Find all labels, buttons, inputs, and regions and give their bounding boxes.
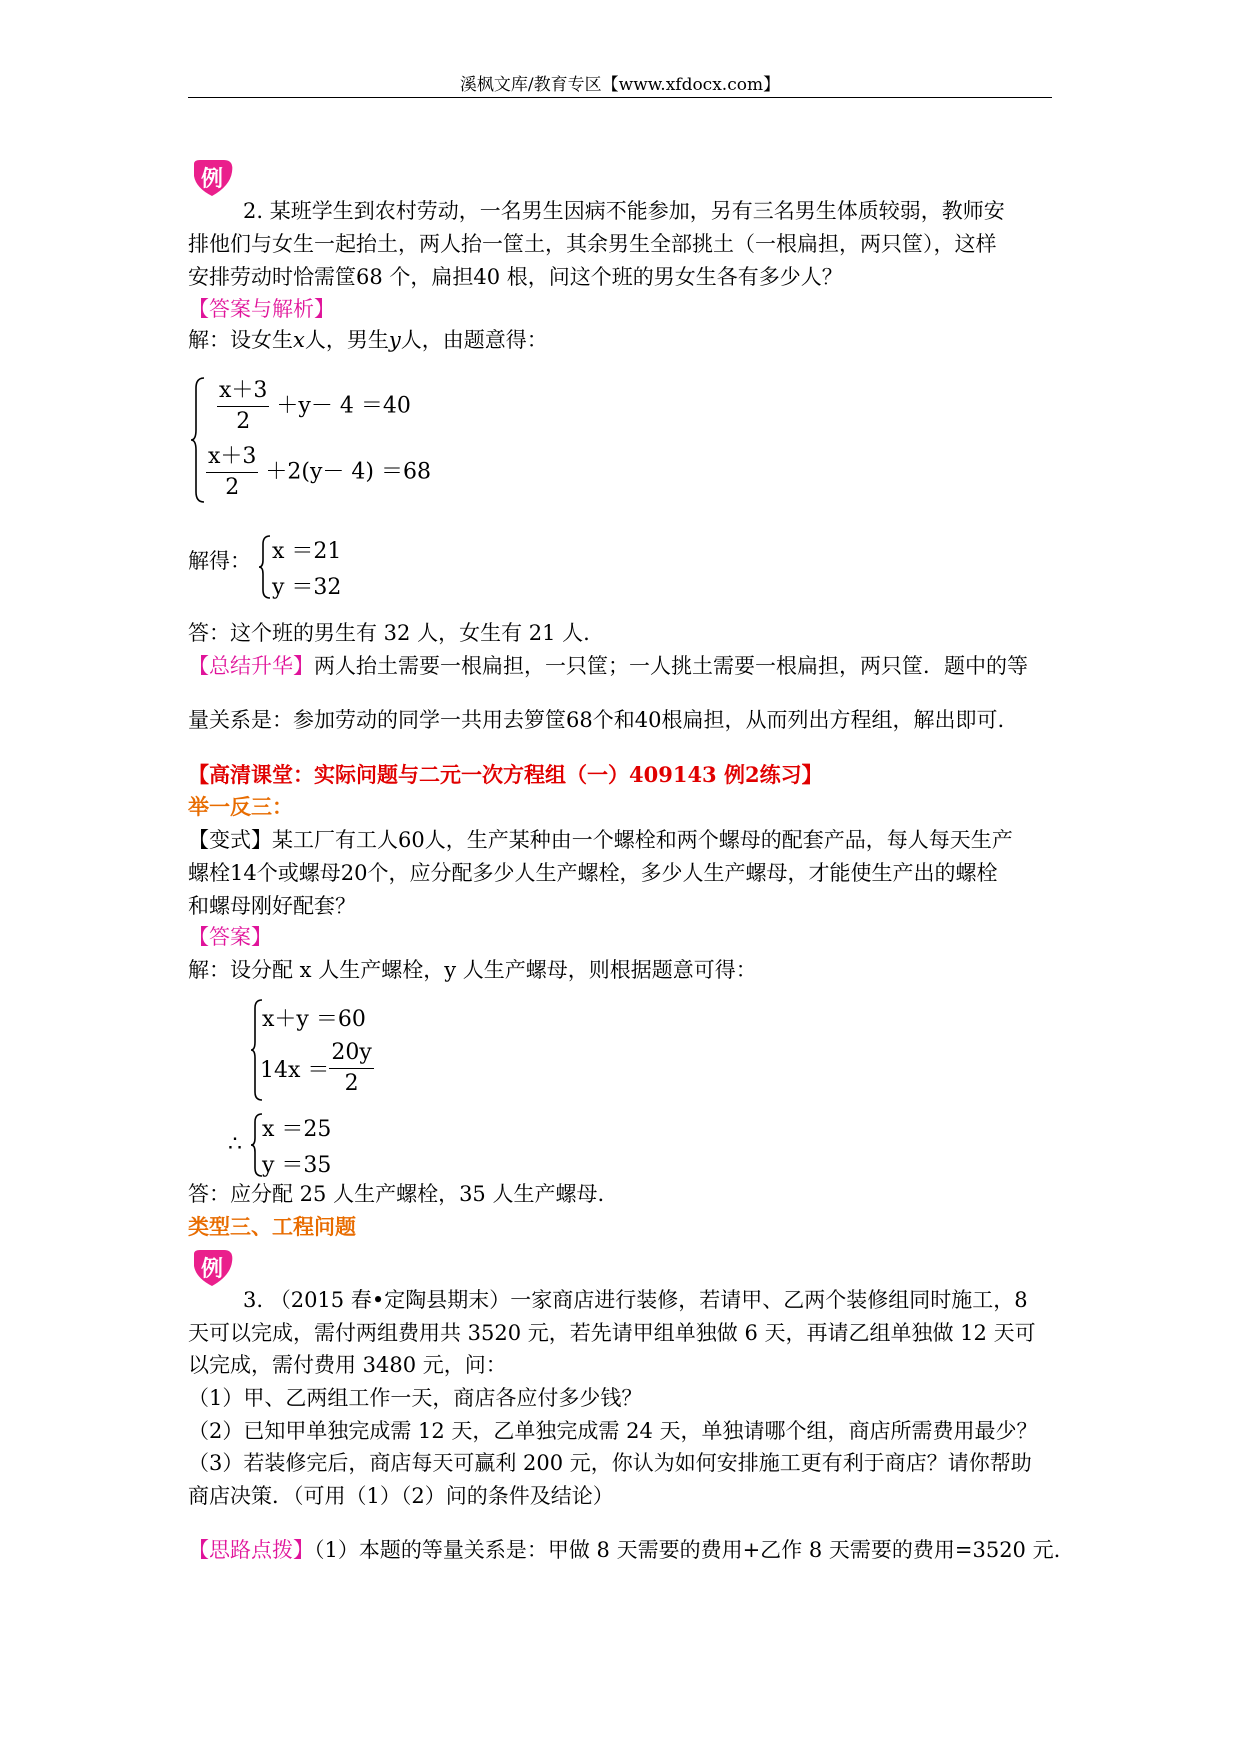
example2-conclusion: 答：这个班的男生有 32 人，女生有 21 人. bbox=[188, 621, 590, 645]
variant-setup: 解：设分配 x 人生产螺栓，y 人生产螺母，则根据题意可得： bbox=[188, 958, 757, 982]
solution-x: x ＝21 bbox=[272, 539, 342, 564]
example2-setup: 解：设女生x人，男生y人，由题意得： bbox=[188, 328, 548, 352]
example3-question3-cont: 商店决策．（可用（1）（2）问的条件及结论） bbox=[188, 1484, 614, 1508]
example2-line2: 排他们与女生一起抬土，两人抬一筐土，其余男生全部挑土（一根扁担，两只筐），这样 bbox=[188, 232, 997, 256]
example-badge-icon bbox=[190, 1248, 236, 1288]
svg-text:例: 例 bbox=[200, 1257, 224, 1282]
variant-line3: 和螺母刚好配套？ bbox=[188, 894, 356, 918]
system-brace bbox=[190, 376, 206, 504]
example3-line1: 3. （2015 春•定陶县期末）一家商店进行装修，若请甲、乙两个装修组同时施工，8 bbox=[243, 1288, 1028, 1312]
svg-text:例: 例 bbox=[200, 167, 224, 192]
example2-line3: 安排劳动时恰需筐68 个，扁担40 根，问这个班的男女生各有多少人？ bbox=[188, 265, 843, 289]
example3-question1: （1）甲、乙两组工作一天，商店各应付多少钱？ bbox=[188, 1386, 643, 1410]
answer-tag: 【答案】 bbox=[188, 925, 272, 949]
practice-title: 举一反三： bbox=[188, 794, 293, 819]
equation-1: $\frac{x+3}{2}$ ＋y－ 4 ＝40 bbox=[219, 378, 411, 434]
answer-analysis-tag: 【答案与解析】 bbox=[188, 297, 335, 321]
solution-y: y ＝32 bbox=[272, 575, 342, 600]
example3-question2: （2）已知甲单独完成需 12 天，乙单独完成需 24 天，单独请哪个组，商店所需费用最少？ bbox=[188, 1419, 1038, 1443]
page-header: 溪枫文库/教育专区【www.xfdocx.com】 bbox=[459, 75, 781, 95]
variant-line2: 螺栓14个或螺母20个，应分配多少人生产螺栓，多少人生产螺母，才能使生产出的螺栓 bbox=[188, 861, 998, 885]
summary-line1: 【总结升华】两人抬土需要一根扁担，一只筐；一人挑土需要一根扁担，两只筐．题中的等 bbox=[188, 654, 1028, 678]
variant-line1: 【变式】某工厂有工人60人，生产某种由一个螺栓和两个螺母的配套产品，每人每天生产 bbox=[188, 828, 1013, 852]
summary-line2: 量关系是：参加劳动的同学一共用去箩筐68个和40根扁担，从而列出方程组，解出即可. bbox=[188, 708, 1005, 732]
variant-equation-1: x＋y ＝60 bbox=[262, 1007, 366, 1032]
equation-2: $\frac{x+3}{2}$ ＋2(y－ 4) ＝68 bbox=[208, 444, 431, 500]
solution-brace bbox=[258, 534, 272, 600]
section3-title: 类型三、工程问题 bbox=[188, 1214, 356, 1239]
therefore-symbol: ∴ bbox=[228, 1132, 242, 1157]
header-rule bbox=[188, 97, 1052, 98]
example-badge-icon bbox=[190, 158, 236, 198]
solve-label: 解得： bbox=[188, 549, 251, 573]
example2-line1: 2. 某班学生到农村劳动，一名男生因病不能参加，另有三名男生体质较弱，教师安 bbox=[243, 199, 1005, 223]
hint-line: 【思路点拨】（1）本题的等量关系是：甲做 8 天需要的费用+乙作 8 天需要的费用=3520 元. bbox=[188, 1538, 1061, 1562]
variant-solution-y: y ＝35 bbox=[262, 1153, 332, 1178]
variant-equation-2: 14x ＝ $\frac{20y}{2}$ bbox=[260, 1040, 372, 1096]
example3-line2: 天可以完成，需付两组费用共 3520 元，若先请甲组单独做 6 天，再请乙组单独做 12 天可 bbox=[188, 1321, 1036, 1345]
hd-classroom-link[interactable]: 【高清课堂：实际问题与二元一次方程组（一）409143 例2练习】 bbox=[188, 762, 823, 787]
variant-solution-x: x ＝25 bbox=[262, 1117, 332, 1142]
example3-question3: （3）若装修完后，商店每天可赢利 200 元，你认为如何安排施工更有利于商店？请你帮助 bbox=[188, 1451, 1032, 1475]
example3-line3: 以完成，需付费用 3480 元，问： bbox=[188, 1353, 507, 1377]
variant-conclusion: 答：应分配 25 人生产螺栓，35 人生产螺母. bbox=[188, 1182, 605, 1206]
